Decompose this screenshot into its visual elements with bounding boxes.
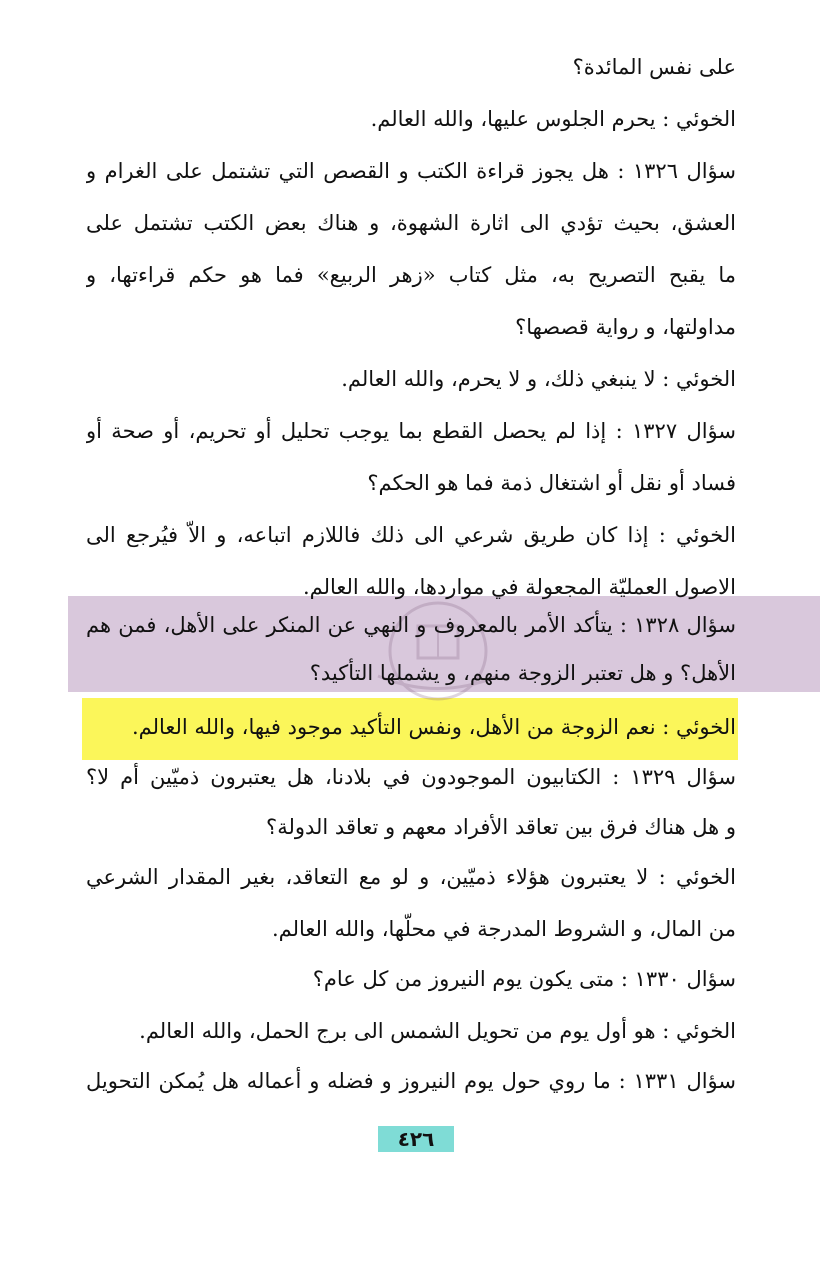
text-line-16: و هل هناك فرق بين تعاقد الأفراد معهم و تعاقد الدولة؟: [266, 815, 736, 839]
text-line-4: العشق، بحيث تؤدي الى اثارة الشهوة، و هناك بعض الكتب تشتمل على: [86, 211, 736, 235]
text-line-5: ما يقبح التصريح به، مثل كتاب «زهر الربيع» فما هو حكم قراءتها، و: [86, 263, 736, 287]
page-number: ٤٢٦: [397, 1127, 435, 1151]
text-line-19: سؤال ١٣٣٠ : متى يكون يوم النيروز من كل عام؟: [312, 967, 736, 991]
text-line-20: الخوئي : هو أول يوم من تحويل الشمس الى برج الحمل، والله العالم.: [139, 1019, 736, 1043]
text-line-12: سؤال ١٣٢٨ : يتأكد الأمر بالمعروف و النهي عن المنكر على الأهل، فمن هم: [86, 613, 736, 637]
text-line-14: الخوئي : نعم الزوجة من الأهل، ونفس التأكيد موجود فيها، والله العالم.: [131, 715, 736, 739]
text-line-11: الاصول العمليّة المجعولة في مواردها، والله العالم.: [302, 575, 736, 599]
text-line-17: الخوئي : لا يعتبرون هؤلاء ذميّين، و لو مع التعاقد، بغير المقدار الشرعي: [86, 865, 736, 889]
text-line-21: سؤال ١٣٣١ : ما روي حول يوم النيروز و فضله و أعماله هل يُمكن التحويل: [86, 1069, 736, 1093]
text-line-13: الأهل؟ و هل تعتبر الزوجة منهم، و يشملها التأكيد؟: [309, 661, 736, 685]
text-line-1: على نفس المائدة؟: [572, 55, 736, 79]
text-line-2: الخوئي : يحرم الجلوس عليها، والله العالم.: [370, 107, 736, 131]
text-line-9: فساد أو نقل أو اشتغال ذمة فما هو الحكم؟: [367, 471, 736, 495]
text-line-10: الخوئي : إذا كان طريق شرعي الى ذلك فاللازم اتباعه، و الاّ فيُرجع الى: [86, 523, 736, 547]
text-line-18: من المال، و الشروط المدرجة في محلّها، والله العالم.: [271, 917, 736, 941]
text-line-8: سؤال ١٣٢٧ : إذا لم يحصل القطع بما يوجب تحليل أو تحريم، أو صحة أو: [86, 419, 736, 443]
text-line-7: الخوئي : لا ينبغي ذلك، و لا يحرم، والله العالم.: [341, 367, 736, 391]
text-line-15: سؤال ١٣٢٩ : الكتابيون الموجودون في بلادنا، هل يعتبرون ذميّين أم لا؟: [86, 765, 736, 789]
text-line-3: سؤال ١٣٢٦ : هل يجوز قراءة الكتب و القصص التي تشتمل على الغرام و: [86, 159, 736, 183]
text-line-6: مداولتها، و رواية قصصها؟: [515, 315, 736, 339]
